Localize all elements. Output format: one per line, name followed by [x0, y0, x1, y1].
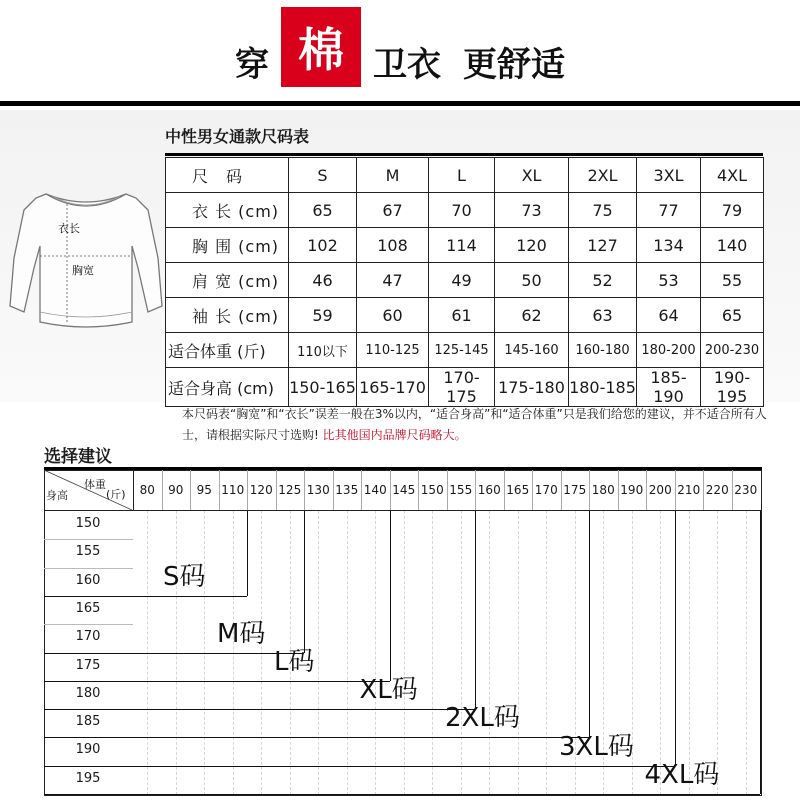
length-label: 衣长	[58, 222, 80, 235]
weight-header: 210	[677, 483, 701, 497]
height-label: 170	[75, 629, 101, 645]
weight-header: 180	[591, 483, 615, 497]
size-cell: 50	[495, 263, 569, 298]
size-cell: XL	[495, 158, 569, 193]
size-label: XL码	[359, 675, 418, 706]
weight-header: 130	[306, 483, 330, 497]
size-cell: 46	[289, 263, 357, 298]
size-boundary-horizontal	[44, 596, 247, 597]
size-cell: 63	[569, 298, 637, 333]
size-cell: 160-180	[569, 333, 637, 368]
size-table-row	[166, 368, 764, 407]
weight-col-line	[162, 470, 163, 510]
size-table-rule	[165, 153, 763, 156]
size-cell: 120	[495, 228, 569, 263]
weight-col-guide	[347, 511, 348, 795]
size-cell: 200-230	[701, 333, 764, 368]
weight-header: 150	[420, 483, 444, 497]
weight-header: 155	[449, 483, 473, 497]
weight-header: 170	[534, 483, 558, 497]
size-cell: 180-200	[637, 333, 701, 368]
size-cell: 64	[637, 298, 701, 333]
size-boundary-vertical	[589, 511, 590, 737]
size-cell: 190-195	[701, 368, 764, 407]
banner-left: 穿	[235, 44, 269, 85]
weight-col-line	[475, 470, 476, 510]
size-cell: 49	[429, 263, 495, 298]
size-cell: 110以下	[289, 333, 357, 368]
banner-divider	[0, 101, 800, 106]
weight-col-line	[703, 470, 704, 510]
weight-col-line	[646, 470, 647, 510]
banner-highlight-box: 棉	[281, 7, 361, 87]
banner-mid: 卫衣	[373, 44, 441, 85]
sweatshirt-outline-icon	[6, 188, 166, 338]
weight-col-line	[732, 470, 733, 510]
row-label: 肩 宽 (cm)	[166, 263, 289, 298]
chest-label: 胸宽	[72, 264, 94, 277]
weight-col-guide	[660, 511, 661, 795]
size-label: 4XL码	[644, 760, 720, 790]
size-cell: 180-185	[569, 368, 637, 407]
weight-header: 160	[477, 483, 501, 497]
size-cell: 47	[357, 263, 429, 298]
size-cell: 185-190	[637, 368, 701, 407]
size-table-row	[166, 298, 764, 333]
size-boundary-vertical	[390, 511, 391, 681]
size-cell: 65	[701, 298, 764, 333]
size-cell: 125-145	[429, 333, 495, 368]
weight-col-guide	[689, 511, 690, 795]
size-cell: 145-160	[495, 333, 569, 368]
weight-header: 120	[249, 483, 273, 497]
weight-header: 140	[363, 483, 387, 497]
size-table-row	[166, 333, 764, 368]
height-label: 195	[75, 770, 101, 786]
size-cell: 52	[569, 263, 637, 298]
height-label: 190	[75, 742, 101, 758]
size-boundary-horizontal	[44, 681, 390, 682]
size-cell: 165-170	[357, 368, 429, 407]
height-label: 150	[75, 516, 101, 531]
weight-col-line	[190, 470, 191, 510]
size-cell: L	[429, 158, 495, 193]
weight-header: 95	[196, 483, 212, 497]
banner	[0, 0, 800, 108]
size-cell: 79	[701, 193, 764, 228]
size-table-header	[166, 158, 764, 193]
size-boundary-horizontal	[44, 794, 760, 795]
size-label: M码	[217, 618, 266, 649]
size-table-row	[166, 193, 764, 228]
weight-col-guide	[404, 511, 405, 795]
weight-header: 145	[392, 483, 416, 497]
weight-header: 190	[620, 483, 644, 497]
height-row-line	[44, 568, 133, 569]
corner-weight-label: 体重	[84, 478, 106, 491]
size-cell: 4XL	[701, 158, 764, 193]
size-label: S码	[163, 561, 206, 592]
size-cell: 60	[357, 298, 429, 333]
size-cell: 67	[357, 193, 429, 228]
size-cell: 110-125	[357, 333, 429, 368]
weight-col-guide	[375, 511, 376, 795]
size-note	[182, 404, 772, 446]
size-boundary-vertical	[675, 511, 676, 766]
weight-col-line	[333, 470, 334, 510]
size-cell: 170-175	[429, 368, 495, 407]
height-label: 160	[75, 572, 101, 588]
row-label: 衣 长 (cm)	[166, 193, 289, 228]
note-highlight: 比其他国内品牌尺码略大。	[322, 428, 467, 442]
size-boundary-vertical	[760, 511, 761, 794]
height-label: 180	[75, 685, 101, 701]
row-label: 适合体重 (斤)	[166, 333, 289, 368]
size-cell: 3XL	[637, 158, 701, 193]
weight-header: 165	[506, 483, 530, 497]
size-table-title: 中性男女通款尺码表	[165, 127, 310, 146]
weight-col-guide	[717, 511, 718, 795]
height-label: 185	[75, 714, 101, 730]
suggestion-title: 选择建议	[44, 447, 112, 467]
weight-col-line	[304, 470, 305, 510]
height-row-line	[44, 539, 133, 540]
size-cell: M	[357, 158, 429, 193]
weight-col-guide	[746, 511, 747, 795]
size-boundary-horizontal	[44, 766, 675, 767]
weight-col-line	[532, 470, 533, 510]
size-cell: 55	[701, 263, 764, 298]
height-row-line	[44, 624, 133, 625]
size-cell: 140	[701, 228, 764, 263]
size-cell: 73	[495, 193, 569, 228]
size-label: 3XL码	[559, 731, 634, 762]
weight-col-guide	[518, 511, 519, 795]
size-cell: 77	[637, 193, 701, 228]
weight-header: 230	[734, 483, 758, 497]
size-cell: 108	[357, 228, 429, 263]
weight-col-guide	[432, 511, 433, 795]
weight-col-guide	[318, 511, 319, 795]
weight-col-line	[618, 470, 619, 510]
size-cell: 75	[569, 193, 637, 228]
size-label: L码	[274, 646, 315, 677]
size-cell: 62	[495, 298, 569, 333]
size-label: 2XL码	[445, 703, 520, 734]
size-boundary-vertical	[247, 511, 248, 596]
size-cell: S	[289, 158, 357, 193]
weight-header: 80	[139, 483, 155, 497]
weight-header: 125	[278, 483, 302, 497]
note-text: 本尺码表“胸宽”和“衣长”误差一般在3%以内，“适合身高”和“适合体重”只是我们给您的建议，并不适合所有人士，请根据实际尺寸选购!	[182, 407, 767, 442]
weight-col-line	[219, 470, 220, 510]
row-label: 适合身高 (cm)	[166, 368, 289, 407]
size-boundary-horizontal	[44, 737, 589, 738]
size-cell: 134	[637, 228, 701, 263]
size-boundary-horizontal	[44, 709, 475, 710]
height-label: 155	[75, 544, 101, 560]
weight-col-guide	[489, 511, 490, 795]
size-boundary-horizontal	[44, 653, 304, 654]
weight-col-line	[504, 470, 505, 510]
size-cell: 53	[637, 263, 701, 298]
size-boundary-vertical	[475, 511, 476, 709]
weight-header: 175	[563, 483, 587, 497]
size-cell: 114	[429, 228, 495, 263]
size-table	[165, 157, 764, 407]
size-cell: 127	[569, 228, 637, 263]
weight-col-line	[390, 470, 391, 510]
size-cell: 150-165	[289, 368, 357, 407]
size-cell: 102	[289, 228, 357, 263]
weight-col-guide	[461, 511, 462, 795]
size-cell: 61	[429, 298, 495, 333]
height-label: 175	[75, 657, 101, 673]
size-boundary-vertical	[304, 511, 305, 653]
corner-height-label: 身高	[46, 489, 68, 502]
weight-header: 200	[648, 483, 672, 497]
weight-col-line	[418, 470, 419, 510]
size-table-row	[166, 228, 764, 263]
weight-col-line	[589, 470, 590, 510]
weight-col-line	[561, 470, 562, 510]
size-table-row	[166, 263, 764, 298]
banner-row	[0, 23, 800, 96]
row-label: 尺 码	[166, 158, 289, 193]
weight-header: 135	[335, 483, 359, 497]
row-label: 胸 围 (cm)	[166, 228, 289, 263]
weight-header: 220	[705, 483, 729, 497]
weight-col-line	[675, 470, 676, 510]
size-cell: 70	[429, 193, 495, 228]
corner-unit-label: (斤)	[106, 488, 126, 501]
size-cell: 175-180	[495, 368, 569, 407]
size-cell: 65	[289, 193, 357, 228]
suggestion-grid	[44, 470, 762, 796]
size-cell: 59	[289, 298, 357, 333]
weight-header: 110	[221, 483, 245, 497]
weight-col-line	[361, 470, 362, 510]
size-cell: 2XL	[569, 158, 637, 193]
weight-col-line	[247, 470, 248, 510]
weight-col-line	[276, 470, 277, 510]
banner-right: 更舒适	[463, 44, 565, 85]
weight-col-line	[447, 470, 448, 510]
row-label: 袖 长 (cm)	[166, 298, 289, 333]
height-label: 165	[75, 600, 101, 616]
weight-header: 90	[168, 483, 184, 497]
weight-col-guide	[546, 511, 547, 795]
